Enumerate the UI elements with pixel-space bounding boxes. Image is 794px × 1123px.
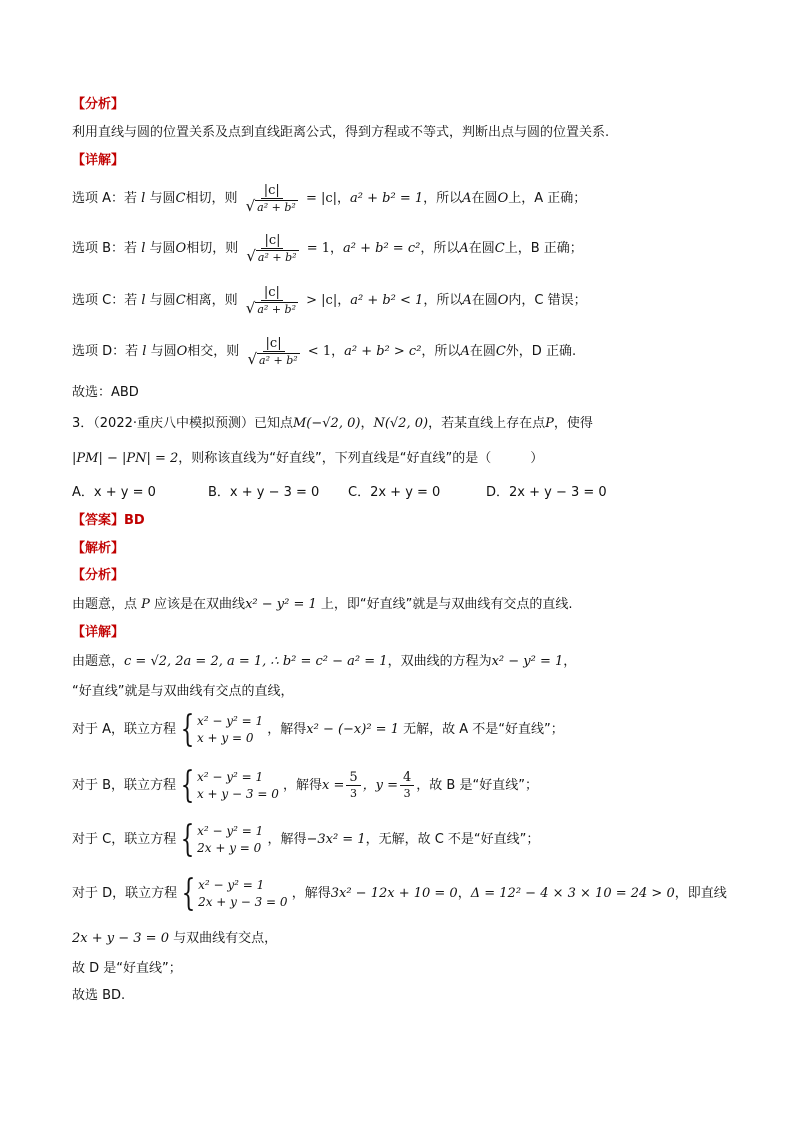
question-3-line-2: |PM| − |PN| = 2，则称该直线为“好直线”，下列直线是“好直线”的是（ ） bbox=[72, 451, 544, 466]
option-c-line: 选项 C：若 l 与圆C相离，则 $\frac{|c|}{\text{√ a² + b²}}$ > |c|，a² + b² < 1，所以A在圆O内，C 错误； bbox=[72, 284, 587, 317]
detail-line-3: 2x + y − 3 = 0 与双曲线有交点， bbox=[72, 931, 278, 946]
option-d-line: 选项 D：若 l 与圆O相交，则 $\frac{|c|}{\text{√ a² + b²}}$ < 1，a² + b² > c²，所以A在圆C外，D 正确. bbox=[72, 335, 577, 368]
detail-line-2: “好直线”就是与双曲线有交点的直线， bbox=[72, 684, 294, 699]
system-b-line: 对于 B，联立方程 { x² − y² = 1 x + y − 3 = 0 ，解得x = $\frac{5}{3}$ ，y = $\frac{4}{3}$ ，故 B 是“好直线”； bbox=[72, 764, 538, 806]
option-b-line: 选项 B：若 l 与圆O相切，则 $\frac{|c|}{\text{√ a² + b²}}$ = 1，a² + b² = c²，所以A在圆C上，B 正确； bbox=[72, 232, 583, 265]
system-d-line: 对于 D，联立方程 { x² − y² = 1 2x + y − 3 = 0 ，解得3x² − 12x + 10 = 0，Δ = 12² − 4 × 3 × 10 = 24 > 0，即直线 bbox=[72, 872, 727, 914]
choice-d: D．2x + y − 3 = 0 bbox=[486, 485, 607, 500]
analysis-text: 利用直线与圆的位置关系及点到直线距离公式，得到方程或不等式，判断出点与圆的位置关系. bbox=[72, 125, 610, 140]
answer-label: 【答案】BD bbox=[72, 513, 145, 528]
section-heading-analysis: 【分析】 bbox=[72, 97, 125, 112]
question-3-line-1: 3．（2022·重庆八中模拟预测）已知点M(−√2, 0)，N(√2, 0)，若某直线上存在点P，使得 bbox=[72, 416, 593, 431]
detail-line-4: 故 D 是“好直线”； bbox=[72, 961, 182, 976]
option-a-line: 选项 A：若 l 与圆C相切，则 $\frac{|c|}{\text{√ a² + b²}}$ = |c|，a² + b² = 1，所以A在圆O上，A 正确； bbox=[72, 182, 587, 215]
choice-c: C．2x + y = 0 bbox=[348, 485, 441, 500]
analysis-2-text: 由题意，点 P 应该是在双曲线x² − y² = 1 上，即“好直线”就是与双曲线有交点的直线. bbox=[72, 597, 573, 612]
final-answer: 故选 BD. bbox=[72, 988, 126, 1003]
system-a-line: 对于 A，联立方程 { x² − y² = 1 x + y = 0 ，解得x² − (−x)² = 1 无解，故 A 不是“好直线”； bbox=[72, 708, 564, 750]
section-heading-detail: 【详解】 bbox=[72, 153, 125, 168]
section-heading-analysis-2: 【分析】 bbox=[72, 568, 125, 583]
choice-b: B．x + y − 3 = 0 bbox=[208, 485, 320, 500]
section-heading-solution: 【解析】 bbox=[72, 541, 125, 556]
detail-line-1: 由题意，c = √2, 2a = 2, a = 1, ∴ b² = c² − a² = 1，双曲线的方程为x² − y² = 1， bbox=[72, 654, 577, 669]
system-c-line: 对于 C，联立方程 { x² − y² = 1 2x + y = 0 ，解得−3x² = 1，无解，故 C 不是“好直线”； bbox=[72, 818, 540, 860]
section-heading-detail-2: 【详解】 bbox=[72, 625, 125, 640]
choice-a: A．x + y = 0 bbox=[72, 485, 156, 500]
pick-answer-1: 故选：ABD bbox=[72, 385, 139, 400]
